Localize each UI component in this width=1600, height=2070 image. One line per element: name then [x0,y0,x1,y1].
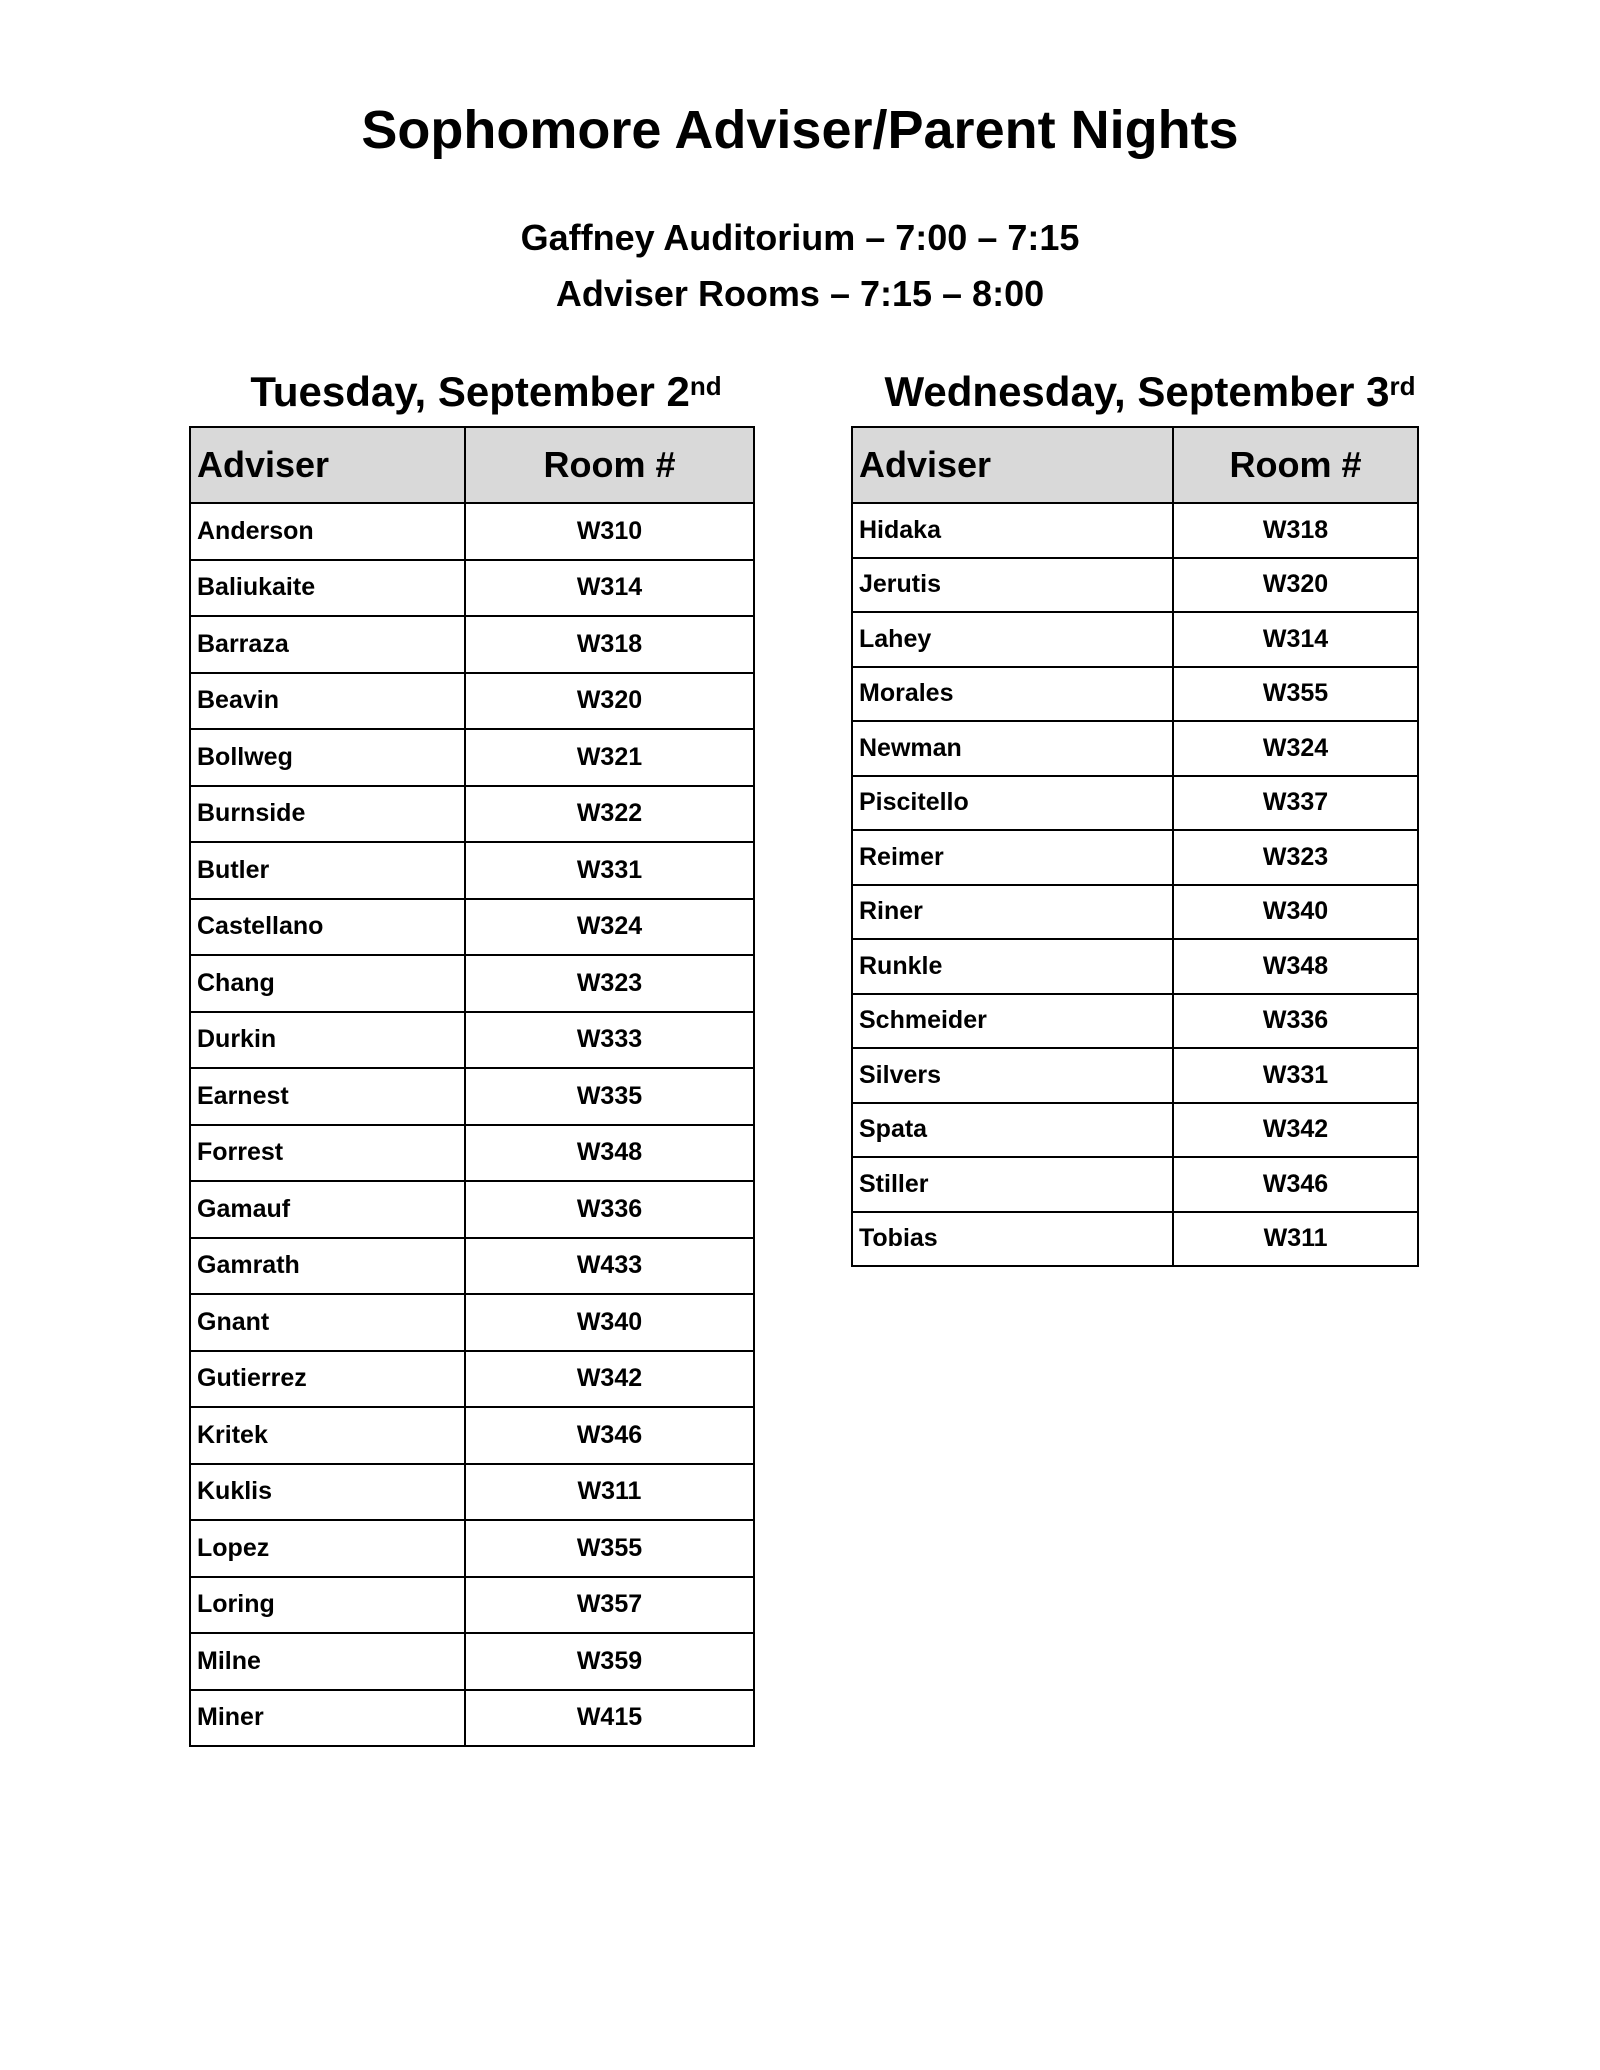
table-row [190,1294,754,1351]
tuesday-heading-text: Tuesday, September 2 [250,368,690,415]
room-number-cell: W324 [1173,721,1418,776]
table-row [190,1351,754,1408]
adviser-column-header: Adviser [190,427,465,503]
adviser-name-cell: Earnest [190,1068,465,1125]
wednesday-heading-text: Wednesday, September 3 [884,368,1390,415]
room-number-cell: W310 [465,503,754,560]
room-number-cell: W348 [1173,939,1418,994]
table-row [190,1238,754,1295]
room-number-cell: W333 [465,1012,754,1069]
table-row [190,503,754,560]
room-number-cell: W323 [1173,830,1418,885]
table-row [190,1407,754,1464]
room-number-cell: W318 [1173,503,1418,558]
adviser-name-cell: Silvers [852,1048,1173,1103]
adviser-column-header: Adviser [852,427,1173,503]
wednesday-table [851,426,1419,1267]
table-row [852,1048,1418,1103]
room-number-cell: W314 [1173,612,1418,667]
wednesday-heading-suffix: rd [1389,371,1416,401]
table-row [852,612,1418,667]
table-row [190,560,754,617]
room-number-cell: W331 [1173,1048,1418,1103]
table-header-row [190,427,754,503]
table-row [190,1633,754,1690]
room-number-cell: W324 [465,899,754,956]
table-row [852,503,1418,558]
room-number-cell: W336 [1173,994,1418,1049]
room-number-cell: W311 [1173,1212,1418,1267]
tuesday-heading-suffix: nd [689,371,722,401]
adviser-name-cell: Milne [190,1633,465,1690]
room-number-cell: W346 [1173,1157,1418,1212]
adviser-name-cell: Butler [190,842,465,899]
table-row [852,721,1418,776]
adviser-name-cell: Barraza [190,616,465,673]
table-row [852,667,1418,722]
table-row [852,994,1418,1049]
table-header-row [852,427,1418,503]
adviser-name-cell: Reimer [852,830,1173,885]
room-number-cell: W311 [465,1464,754,1521]
adviser-name-cell: Kritek [190,1407,465,1464]
table-row [190,616,754,673]
room-number-cell: W415 [465,1690,754,1747]
room-number-cell: W355 [1173,667,1418,722]
table-row [852,558,1418,613]
adviser-name-cell: Gnant [190,1294,465,1351]
table-row [190,842,754,899]
adviser-name-cell: Kuklis [190,1464,465,1521]
adviser-name-cell: Stiller [852,1157,1173,1212]
tuesday-rows [190,503,754,1746]
adviser-name-cell: Gamauf [190,1181,465,1238]
room-column-header: Room # [1173,427,1418,503]
room-number-cell: W433 [465,1238,754,1295]
room-number-cell: W340 [465,1294,754,1351]
table-row [190,729,754,786]
adviser-name-cell: Lahey [852,612,1173,667]
table-row [190,899,754,956]
adviser-name-cell: Runkle [852,939,1173,994]
adviser-name-cell: Schmeider [852,994,1173,1049]
room-number-cell: W337 [1173,776,1418,831]
adviser-name-cell: Newman [852,721,1173,776]
wednesday-rows [852,503,1418,1266]
room-number-cell: W342 [1173,1103,1418,1158]
page-title: Sophomore Adviser/Parent Nights [361,100,1239,160]
adviser-name-cell: Jerutis [852,558,1173,613]
adviser-name-cell: Anderson [190,503,465,560]
adviser-name-cell: Riner [852,885,1173,940]
table-row [190,1690,754,1747]
adviser-name-cell: Loring [190,1577,465,1634]
adviser-name-cell: Beavin [190,673,465,730]
room-number-cell: W320 [465,673,754,730]
tuesday-table [189,426,755,1747]
tuesday-heading [186,366,786,418]
room-number-cell: W348 [465,1125,754,1182]
table-row [852,830,1418,885]
room-number-cell: W323 [465,955,754,1012]
adviser-name-cell: Gamrath [190,1238,465,1295]
room-number-cell: W359 [465,1633,754,1690]
room-number-cell: W331 [465,842,754,899]
room-column-header: Room # [465,427,754,503]
adviser-name-cell: Burnside [190,786,465,843]
table-row [852,1103,1418,1158]
table-row [852,1157,1418,1212]
adviser-name-cell: Lopez [190,1520,465,1577]
table-row [190,1181,754,1238]
table-row [190,673,754,730]
table-row [190,786,754,843]
adviser-name-cell: Forrest [190,1125,465,1182]
adviser-name-cell: Chang [190,955,465,1012]
adviser-name-cell: Castellano [190,899,465,956]
table-row [852,885,1418,940]
table-row [190,1068,754,1125]
room-number-cell: W336 [465,1181,754,1238]
table-row [190,1464,754,1521]
table-row [852,939,1418,994]
adviser-rooms-time: Adviser Rooms – 7:15 – 8:00 [555,273,1045,314]
room-number-cell: W322 [465,786,754,843]
wednesday-heading [850,366,1450,418]
table-row [190,955,754,1012]
table-row [190,1125,754,1182]
adviser-name-cell: Baliukaite [190,560,465,617]
table-row [190,1012,754,1069]
adviser-name-cell: Tobias [852,1212,1173,1267]
table-row [190,1577,754,1634]
room-number-cell: W314 [465,560,754,617]
room-number-cell: W340 [1173,885,1418,940]
room-number-cell: W355 [465,1520,754,1577]
adviser-name-cell: Spata [852,1103,1173,1158]
auditorium-time: Gaffney Auditorium – 7:00 – 7:15 [520,217,1080,258]
table-row [852,776,1418,831]
table-row [852,1212,1418,1267]
adviser-name-cell: Miner [190,1690,465,1747]
room-number-cell: W346 [465,1407,754,1464]
adviser-name-cell: Durkin [190,1012,465,1069]
room-number-cell: W318 [465,616,754,673]
room-number-cell: W342 [465,1351,754,1408]
table-row [190,1520,754,1577]
room-number-cell: W321 [465,729,754,786]
room-number-cell: W335 [465,1068,754,1125]
adviser-name-cell: Bollweg [190,729,465,786]
room-number-cell: W357 [465,1577,754,1634]
adviser-name-cell: Morales [852,667,1173,722]
adviser-name-cell: Piscitello [852,776,1173,831]
adviser-name-cell: Gutierrez [190,1351,465,1408]
adviser-name-cell: Hidaka [852,503,1173,558]
room-number-cell: W320 [1173,558,1418,613]
